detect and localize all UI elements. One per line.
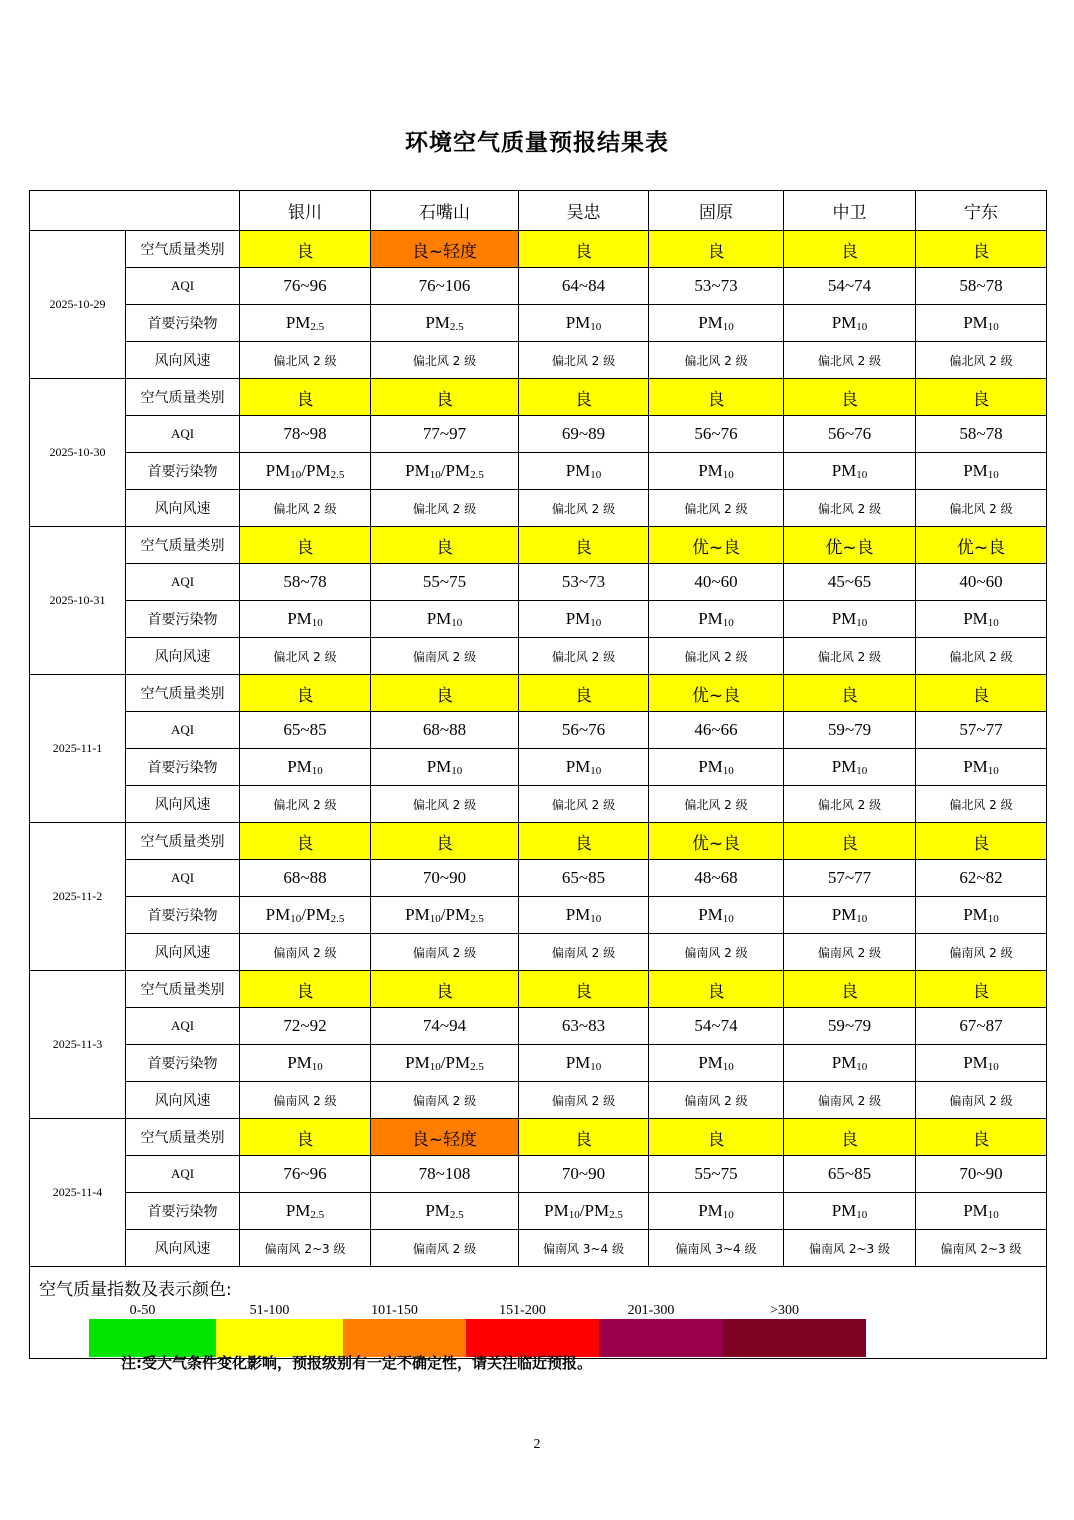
city-header: 中卫 <box>784 191 916 231</box>
wind-value: 偏北风 2 级 <box>784 638 916 675</box>
wind-value: 偏北风 2 级 <box>240 342 371 379</box>
primary-pollutant: $PM_{10}$ <box>519 897 649 934</box>
primary-pollutant: $PM_{10}$ <box>784 305 916 342</box>
aqi-value: 67~87 <box>916 1008 1047 1045</box>
primary-pollutant: $PM_{10}$ <box>240 1045 371 1082</box>
primary-pollutant: $PM_{10}$ <box>916 305 1047 342</box>
legend-row <box>30 1267 1047 1359</box>
primary-pollutant: $PM_{2.5}$ <box>371 305 519 342</box>
primary-pollutant: $PM_{10}$ <box>916 749 1047 786</box>
date-cell: 2025-11-2 <box>30 823 126 971</box>
primary-pollutant: $PM_{10}$ <box>649 305 784 342</box>
air-quality-category: 良 <box>519 1119 649 1156</box>
air-quality-category: 良 <box>519 231 649 268</box>
air-quality-category: 良 <box>916 231 1047 268</box>
day-row-aqi <box>30 268 1047 305</box>
primary-pollutant: $PM_{10}$ <box>649 453 784 490</box>
aqi-value: 59~79 <box>784 712 916 749</box>
date-cell: 2025-10-31 <box>30 527 126 675</box>
aqi-value: 77~97 <box>371 416 519 453</box>
wind-value: 偏南风 2 级 <box>916 1082 1047 1119</box>
aqi-value: 64~84 <box>519 268 649 305</box>
day-row-category <box>30 971 1047 1008</box>
wind-value: 偏南风 2 级 <box>240 1082 371 1119</box>
day-row-aqi <box>30 1156 1047 1193</box>
day-row-category <box>30 823 1047 860</box>
wind-value: 偏北风 2 级 <box>916 786 1047 823</box>
wind-value: 偏南风 2 级 <box>784 934 916 971</box>
aqi-value: 59~79 <box>784 1008 916 1045</box>
air-quality-category: 优~良 <box>649 675 784 712</box>
wind-value: 偏北风 2 级 <box>519 638 649 675</box>
day-row-wind <box>30 638 1047 675</box>
aqi-value: 56~76 <box>784 416 916 453</box>
primary-pollutant: $PM_{10}/PM_{2.5}$ <box>371 897 519 934</box>
legend-color-swatch <box>599 1319 723 1357</box>
wind-value: 偏南风 2 级 <box>371 934 519 971</box>
air-quality-category: 优~良 <box>916 527 1047 564</box>
air-quality-category: 良 <box>519 675 649 712</box>
row-label-aqi: AQI <box>126 1156 240 1193</box>
day-row-aqi <box>30 564 1047 601</box>
aqi-value: 55~75 <box>649 1156 784 1193</box>
wind-value: 偏北风 2 级 <box>240 490 371 527</box>
air-quality-category: 良 <box>371 379 519 416</box>
day-row-pollutant <box>30 601 1047 638</box>
primary-pollutant: $PM_{10}/PM_{2.5}$ <box>371 1045 519 1082</box>
day-row-aqi <box>30 712 1047 749</box>
legend-color-swatch <box>723 1319 866 1357</box>
row-label-wind: 风向风速 <box>126 638 240 675</box>
row-label-aqi: AQI <box>126 860 240 897</box>
aqi-value: 70~90 <box>371 860 519 897</box>
primary-pollutant: $PM_{10}$ <box>784 749 916 786</box>
legend <box>30 1267 1047 1359</box>
primary-pollutant: $PM_{10}$ <box>916 897 1047 934</box>
aqi-value: 58~78 <box>916 268 1047 305</box>
aqi-value: 76~96 <box>240 268 371 305</box>
primary-pollutant: $PM_{2.5}$ <box>371 1193 519 1230</box>
air-quality-category: 良 <box>240 527 371 564</box>
date-cell: 2025-10-30 <box>30 379 126 527</box>
header-row <box>30 191 1047 231</box>
air-quality-category: 良 <box>519 379 649 416</box>
air-quality-category: 良 <box>240 1119 371 1156</box>
primary-pollutant: $PM_{10}$ <box>784 1045 916 1082</box>
row-label-aqi: AQI <box>126 564 240 601</box>
air-quality-category: 优~良 <box>649 527 784 564</box>
primary-pollutant: $PM_{10}$ <box>916 1045 1047 1082</box>
day-row-pollutant <box>30 453 1047 490</box>
primary-pollutant: $PM_{10}$ <box>784 897 916 934</box>
wind-value: 偏北风 2 级 <box>916 638 1047 675</box>
air-quality-category: 良 <box>649 231 784 268</box>
day-row-category <box>30 675 1047 712</box>
air-quality-category: 良 <box>240 823 371 860</box>
wind-value: 偏北风 2 级 <box>371 342 519 379</box>
row-label-wind: 风向风速 <box>126 934 240 971</box>
row-label-category: 空气质量类别 <box>126 675 240 712</box>
city-header: 银川 <box>240 191 371 231</box>
air-quality-category: 良~轻度 <box>371 231 519 268</box>
legend-title: 空气质量指数及表示颜色: <box>39 1280 232 1300</box>
wind-value: 偏北风 2 级 <box>784 490 916 527</box>
air-quality-category: 良 <box>240 971 371 1008</box>
day-row-wind <box>30 490 1047 527</box>
aqi-value: 40~60 <box>649 564 784 601</box>
row-label-pollutant: 首要污染物 <box>126 601 240 638</box>
row-label-aqi: AQI <box>126 268 240 305</box>
day-row-pollutant <box>30 749 1047 786</box>
primary-pollutant: $PM_{2.5}$ <box>240 1193 371 1230</box>
air-quality-category: 良 <box>649 379 784 416</box>
aqi-value: 63~83 <box>519 1008 649 1045</box>
primary-pollutant: $PM_{10}$ <box>519 601 649 638</box>
wind-value: 偏南风 2 级 <box>784 1082 916 1119</box>
legend-range-label: 101-150 <box>371 1303 418 1318</box>
primary-pollutant: $PM_{10}$ <box>784 453 916 490</box>
row-label-category: 空气质量类别 <box>126 527 240 564</box>
air-quality-category: 良 <box>371 971 519 1008</box>
row-label-wind: 风向风速 <box>126 1082 240 1119</box>
date-cell: 2025-11-1 <box>30 675 126 823</box>
page-number: 2 <box>533 1437 541 1452</box>
primary-pollutant: $PM_{10}$ <box>916 1193 1047 1230</box>
air-quality-category: 良 <box>519 971 649 1008</box>
wind-value: 偏北风 2 级 <box>240 638 371 675</box>
aqi-value: 72~92 <box>240 1008 371 1045</box>
wind-value: 偏南风 2~3 级 <box>784 1230 916 1267</box>
primary-pollutant: $PM_{10}$ <box>519 749 649 786</box>
row-label-pollutant: 首要污染物 <box>126 305 240 342</box>
aqi-value: 57~77 <box>916 712 1047 749</box>
row-label-category: 空气质量类别 <box>126 823 240 860</box>
aqi-value: 46~66 <box>649 712 784 749</box>
primary-pollutant: $PM_{10}$ <box>519 453 649 490</box>
aqi-value: 70~90 <box>916 1156 1047 1193</box>
wind-value: 偏北风 2 级 <box>916 490 1047 527</box>
aqi-value: 76~96 <box>240 1156 371 1193</box>
city-header: 吴忠 <box>519 191 649 231</box>
aqi-value: 48~68 <box>649 860 784 897</box>
air-quality-category: 良 <box>916 379 1047 416</box>
aqi-value: 65~85 <box>519 860 649 897</box>
legend-range-label: 0-50 <box>129 1303 156 1318</box>
row-label-pollutant: 首要污染物 <box>126 749 240 786</box>
aqi-value: 55~75 <box>371 564 519 601</box>
air-quality-category: 良~轻度 <box>371 1119 519 1156</box>
wind-value: 偏南风 2~3 级 <box>240 1230 371 1267</box>
primary-pollutant: $PM_{10}$ <box>916 453 1047 490</box>
air-quality-category: 良 <box>240 231 371 268</box>
primary-pollutant: $PM_{10}$ <box>649 1193 784 1230</box>
wind-value: 偏南风 3~4 级 <box>519 1230 649 1267</box>
row-label-wind: 风向风速 <box>126 786 240 823</box>
aqi-value: 65~85 <box>784 1156 916 1193</box>
primary-pollutant: $PM_{10}$ <box>649 601 784 638</box>
air-quality-category: 良 <box>240 675 371 712</box>
wind-value: 偏南风 2~3 级 <box>916 1230 1047 1267</box>
day-row-pollutant <box>30 305 1047 342</box>
aqi-value: 78~108 <box>371 1156 519 1193</box>
wind-value: 偏北风 2 级 <box>784 786 916 823</box>
aqi-value: 69~89 <box>519 416 649 453</box>
air-quality-category: 良 <box>371 675 519 712</box>
date-cell: 2025-11-4 <box>30 1119 126 1267</box>
wind-value: 偏北风 2 级 <box>916 342 1047 379</box>
row-label-aqi: AQI <box>126 1008 240 1045</box>
primary-pollutant: $PM_{10}$ <box>649 897 784 934</box>
aqi-value: 70~90 <box>519 1156 649 1193</box>
legend-range-label: 201-300 <box>627 1303 675 1318</box>
air-quality-category: 良 <box>649 971 784 1008</box>
aqi-value: 76~106 <box>371 268 519 305</box>
wind-value: 偏北风 2 级 <box>240 786 371 823</box>
air-quality-category: 良 <box>784 1119 916 1156</box>
day-row-aqi <box>30 1008 1047 1045</box>
wind-value: 偏北风 2 级 <box>519 342 649 379</box>
primary-pollutant: $PM_{10}$ <box>519 1045 649 1082</box>
row-label-category: 空气质量类别 <box>126 1119 240 1156</box>
aqi-value: 58~78 <box>240 564 371 601</box>
wind-value: 偏南风 2 级 <box>649 1082 784 1119</box>
aqi-value: 40~60 <box>916 564 1047 601</box>
air-quality-category: 良 <box>519 823 649 860</box>
row-label-category: 空气质量类别 <box>126 971 240 1008</box>
wind-value: 偏南风 2 级 <box>371 1082 519 1119</box>
forecast-note: 注:受大气条件变化影响，预报级别有一定不确定性，请关注临近预报。 <box>121 1354 593 1372</box>
air-quality-category: 优~良 <box>784 527 916 564</box>
wind-value: 偏北风 2 级 <box>371 490 519 527</box>
wind-value: 偏南风 2 级 <box>371 1230 519 1267</box>
day-row-wind <box>30 342 1047 379</box>
day-row-category <box>30 231 1047 268</box>
wind-value: 偏南风 2 级 <box>240 934 371 971</box>
primary-pollutant: $PM_{10}$ <box>240 749 371 786</box>
aqi-value: 68~88 <box>240 860 371 897</box>
primary-pollutant: $PM_{10}$ <box>240 601 371 638</box>
air-quality-category: 良 <box>240 379 371 416</box>
city-header: 石嘴山 <box>371 191 519 231</box>
day-row-category <box>30 379 1047 416</box>
wind-value: 偏南风 2 级 <box>916 934 1047 971</box>
aqi-value: 68~88 <box>371 712 519 749</box>
day-row-wind <box>30 934 1047 971</box>
row-label-wind: 风向风速 <box>126 490 240 527</box>
aqi-value: 53~73 <box>649 268 784 305</box>
legend-range-label: 151-200 <box>499 1303 546 1318</box>
legend-range-label: >300 <box>770 1303 799 1318</box>
forecast-body <box>30 231 1047 1267</box>
city-header: 固原 <box>649 191 784 231</box>
air-quality-category: 良 <box>784 823 916 860</box>
wind-value: 偏北风 2 级 <box>649 490 784 527</box>
wind-value: 偏北风 2 级 <box>649 342 784 379</box>
primary-pollutant: $PM_{10}/PM_{2.5}$ <box>371 453 519 490</box>
header-corner <box>30 191 240 231</box>
wind-value: 偏北风 2 级 <box>519 490 649 527</box>
aqi-value: 53~73 <box>519 564 649 601</box>
day-row-aqi <box>30 416 1047 453</box>
primary-pollutant: $PM_{10}/PM_{2.5}$ <box>240 453 371 490</box>
air-quality-category: 良 <box>519 527 649 564</box>
row-label-pollutant: 首要污染物 <box>126 453 240 490</box>
air-quality-category: 良 <box>916 823 1047 860</box>
air-quality-category: 良 <box>784 231 916 268</box>
air-quality-category: 良 <box>784 971 916 1008</box>
primary-pollutant: $PM_{10}/PM_{2.5}$ <box>519 1193 649 1230</box>
wind-value: 偏北风 2 级 <box>371 786 519 823</box>
primary-pollutant: $PM_{10}$ <box>649 749 784 786</box>
aqi-value: 58~78 <box>916 416 1047 453</box>
row-label-aqi: AQI <box>126 416 240 453</box>
primary-pollutant: $PM_{10}$ <box>649 1045 784 1082</box>
aqi-value: 57~77 <box>784 860 916 897</box>
day-row-wind <box>30 1082 1047 1119</box>
aqi-value: 45~65 <box>784 564 916 601</box>
row-label-pollutant: 首要污染物 <box>126 1193 240 1230</box>
primary-pollutant: $PM_{10}$ <box>371 749 519 786</box>
row-label-wind: 风向风速 <box>126 1230 240 1267</box>
primary-pollutant: $PM_{10}$ <box>784 1193 916 1230</box>
wind-value: 偏北风 2 级 <box>649 786 784 823</box>
page-title: 环境空气质量预报结果表 <box>405 130 669 156</box>
primary-pollutant: $PM_{10}$ <box>519 305 649 342</box>
city-header: 宁东 <box>916 191 1047 231</box>
aqi-value: 78~98 <box>240 416 371 453</box>
day-row-pollutant <box>30 1193 1047 1230</box>
wind-value: 偏南风 2 级 <box>519 934 649 971</box>
primary-pollutant: $PM_{10}$ <box>916 601 1047 638</box>
wind-value: 偏南风 2 级 <box>519 1082 649 1119</box>
wind-value: 偏北风 2 级 <box>784 342 916 379</box>
air-quality-category: 良 <box>916 675 1047 712</box>
aqi-value: 56~76 <box>519 712 649 749</box>
row-label-aqi: AQI <box>126 712 240 749</box>
aqi-value: 65~85 <box>240 712 371 749</box>
wind-value: 偏北风 2 级 <box>649 638 784 675</box>
aqi-value: 62~82 <box>916 860 1047 897</box>
date-cell: 2025-10-29 <box>30 231 126 379</box>
legend-range-label: 51-100 <box>249 1303 290 1318</box>
air-quality-category: 优~良 <box>649 823 784 860</box>
air-quality-category: 良 <box>371 527 519 564</box>
day-row-aqi <box>30 860 1047 897</box>
air-quality-category: 良 <box>916 1119 1047 1156</box>
wind-value: 偏南风 2 级 <box>649 934 784 971</box>
aqi-value: 74~94 <box>371 1008 519 1045</box>
row-label-category: 空气质量类别 <box>126 231 240 268</box>
forecast-table <box>29 190 1047 1359</box>
date-cell: 2025-11-3 <box>30 971 126 1119</box>
wind-value: 偏南风 2 级 <box>371 638 519 675</box>
row-label-pollutant: 首要污染物 <box>126 1045 240 1082</box>
wind-value: 偏南风 3~4 级 <box>649 1230 784 1267</box>
air-quality-category: 良 <box>784 675 916 712</box>
day-row-category <box>30 527 1047 564</box>
day-row-wind <box>30 1230 1047 1267</box>
primary-pollutant: $PM_{2.5}$ <box>240 305 371 342</box>
primary-pollutant: $PM_{10}$ <box>371 601 519 638</box>
primary-pollutant: $PM_{10}$ <box>784 601 916 638</box>
day-row-pollutant <box>30 897 1047 934</box>
row-label-category: 空气质量类别 <box>126 379 240 416</box>
day-row-pollutant <box>30 1045 1047 1082</box>
primary-pollutant: $PM_{10}/PM_{2.5}$ <box>240 897 371 934</box>
air-quality-category: 良 <box>784 379 916 416</box>
row-label-pollutant: 首要污染物 <box>126 897 240 934</box>
aqi-value: 54~74 <box>649 1008 784 1045</box>
air-quality-category: 良 <box>916 971 1047 1008</box>
air-quality-category: 良 <box>371 823 519 860</box>
day-row-category <box>30 1119 1047 1156</box>
air-quality-category: 良 <box>649 1119 784 1156</box>
aqi-value: 54~74 <box>784 268 916 305</box>
row-label-wind: 风向风速 <box>126 342 240 379</box>
day-row-wind <box>30 786 1047 823</box>
aqi-value: 56~76 <box>649 416 784 453</box>
wind-value: 偏北风 2 级 <box>519 786 649 823</box>
